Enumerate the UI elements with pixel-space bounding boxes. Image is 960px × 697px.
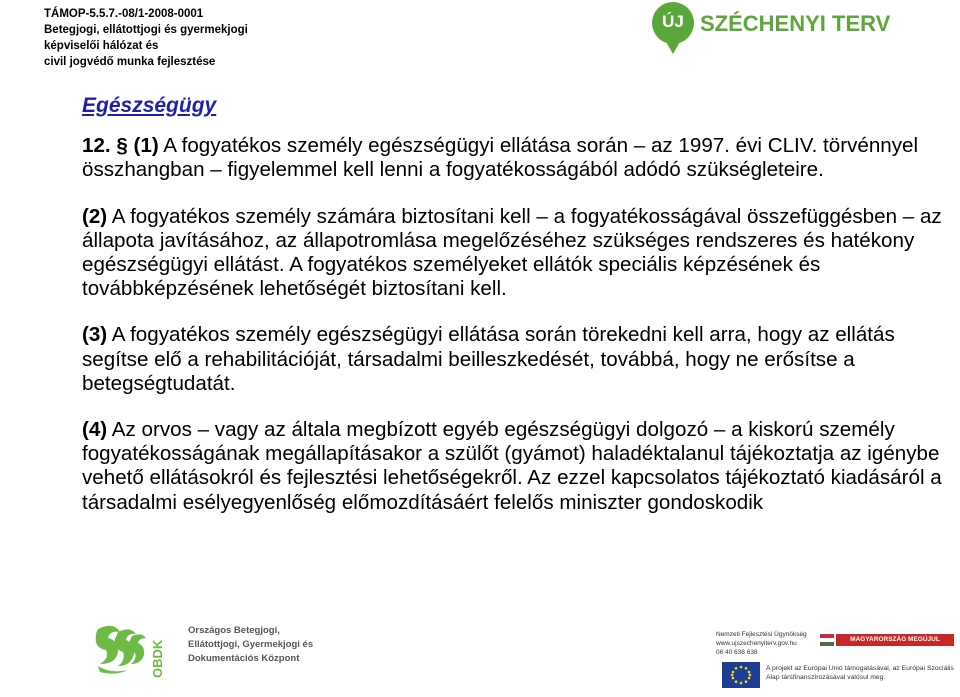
magyarorszag-megujul-badge: MAGYARORSZÁG MEGÚJUL [836, 634, 954, 646]
paragraph-text: Az orvos – vagy az általa megbízott egyéb egészségügyi dolgozó – a kiskorú személy fogyatékosságának megállapításakor a szülőt (gyámot) haladéktalanul tájékoztatja az igénybe vehető ellátásokról és fejlesztési lehetőségekről. Az ezzel kapcsolatos tájékoztató kiadásáról a társadalmi esélyegyenlőség előmozdításáért felelős miniszter gondoskodik [82, 418, 942, 514]
obdk-name-line-3: Dokumentációs Központ [188, 653, 300, 664]
project-title-line-3: civil jogvédő munka fejlesztése [44, 56, 216, 68]
nfu-eu-logos [716, 628, 956, 694]
logo-badge-text: ÚJ [662, 12, 684, 31]
project-header [44, 6, 374, 70]
paragraph-2 [82, 205, 942, 302]
project-code: TÁMOP-5.5.7.-08/1-2008-0001 [44, 8, 204, 20]
paragraph-text: A fogyatékos személy egészségügyi ellátása során – az 1997. évi CLIV. törvénnyel összhangban – figyelemmel kell lenni a fogyatékosságából adódó szükségleteire. [82, 134, 919, 182]
paragraph-text: A fogyatékos személy egészségügyi ellátása során törekedni kell arra, hogy az ellátás segítse elő a rehabilitációját, társadalmi beilleszkedését, továbbá, hogy ne erősítse a betegségtudatát. [82, 323, 895, 395]
nfu-contact [716, 630, 811, 657]
nfu-name: Nemzeti Fejlesztési Ügynökség [716, 631, 807, 638]
eu-flag-icon [722, 662, 760, 688]
logo-name: SZÉCHENYI TERV [700, 11, 891, 36]
main-content [82, 94, 942, 537]
obdk-name-line-1: Országos Betegjogi, [188, 625, 280, 636]
eu-funding-caption: A projekt az Európai Unió támogatásával, az Európai Szociális Alap társfinanszírozásával valósul meg. [766, 665, 954, 681]
paragraph-3 [82, 323, 942, 396]
paragraph-number: (3) [82, 323, 108, 347]
section-title: Egészségügy [82, 94, 217, 117]
nfu-phone: 06 40 638 638 [716, 649, 758, 656]
paragraph-text: A fogyatékos személy számára biztosítani kell – a fogyatékosságával összefüggésben – az állapota javításához, az állapotromlása megelőzéséhez szükséges rendszeres és hatékony egészségügyi ellátást. A fogyatékos személyeket ellátók speciális képzésének és továbbképzésének lehetőségét biztosítani kell. [82, 204, 942, 301]
paragraph-number: 12. § (1) [82, 134, 159, 158]
project-title-line-2: képviselői hálózat és [44, 40, 159, 52]
location-pin-icon [652, 2, 694, 44]
nfu-website: www.ujszechenyiterv.gov.hu [716, 640, 797, 647]
obdk-name-line-2: Ellátottjogi, Gyermekjogi és [188, 639, 314, 650]
szechenyi-terv-logo [652, 2, 952, 64]
paragraph-1 [82, 134, 942, 182]
paragraph-4 [82, 418, 942, 515]
paragraph-number: (4) [82, 418, 108, 442]
hungarian-flag-icon [820, 634, 834, 646]
obdk-vertical-label: OBDK [150, 639, 165, 678]
paragraph-number: (2) [82, 204, 108, 228]
project-title-line-1: Betegjogi, ellátottjogi és gyermekjogi [44, 24, 248, 36]
obdk-name [188, 624, 318, 666]
obdk-emblem-icon [92, 620, 170, 682]
obdk-logo [92, 620, 314, 682]
